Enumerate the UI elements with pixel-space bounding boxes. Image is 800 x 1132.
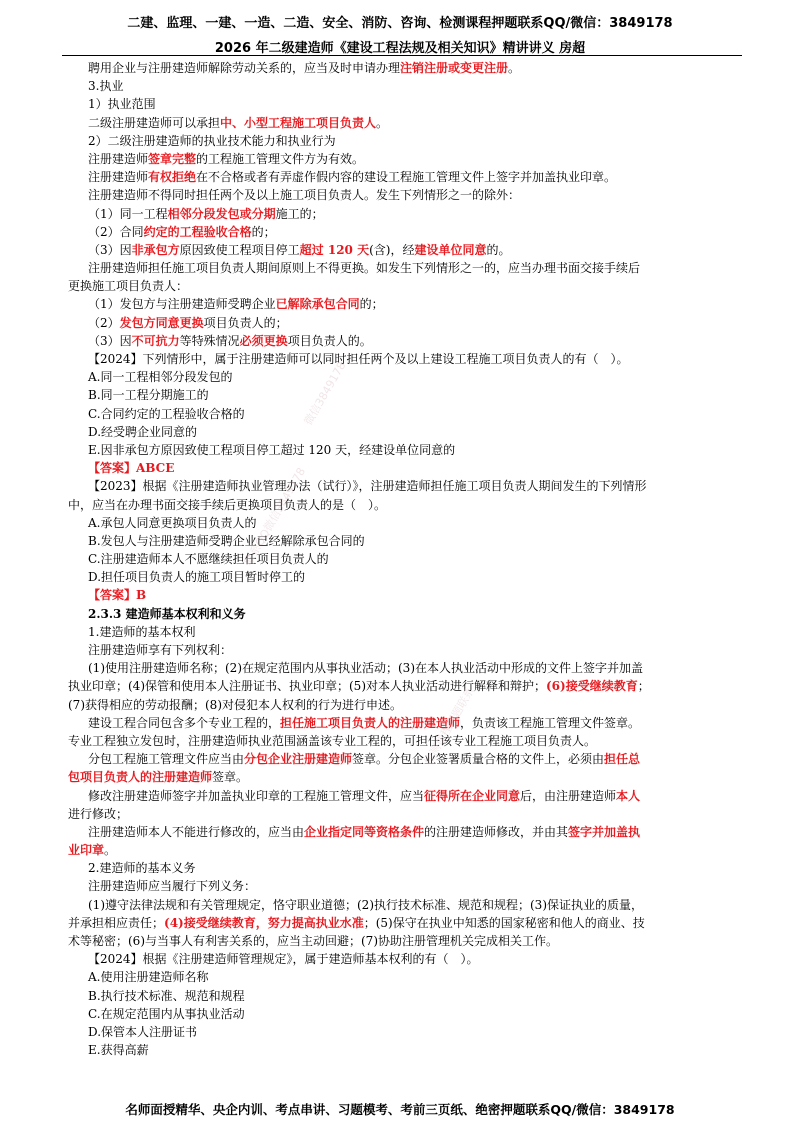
highlighted-text: 不可抗力 bbox=[131, 333, 180, 348]
text-segment: 注册建造师不得同时担任两个及以上施工项目负责人。发生下列情形之一的除外： bbox=[88, 188, 521, 203]
text-line bbox=[68, 896, 740, 914]
text-line bbox=[68, 823, 740, 841]
text-segment: 注册建造师担任施工项目负责人期间原则上不得更换。如发生下列情形之一的，应当办理书面交接手续后 bbox=[88, 261, 641, 276]
text-segment: （3）因 bbox=[88, 242, 132, 257]
text-segment: 进行修改； bbox=[68, 806, 129, 821]
text-line bbox=[68, 1023, 740, 1041]
text-segment: D.保管本人注册证书 bbox=[88, 1024, 198, 1039]
text-line bbox=[68, 586, 740, 604]
text-line bbox=[68, 114, 740, 132]
text-line bbox=[68, 932, 740, 950]
text-segment: 签章。分包企业签署质量合格的文件上，必须由 bbox=[352, 752, 605, 767]
text-line bbox=[68, 314, 740, 332]
text-segment: 3.执业 bbox=[88, 79, 124, 94]
text-line bbox=[68, 1005, 740, 1023]
text-segment: （2）合同 bbox=[88, 224, 144, 239]
text-segment: 执业印章；(4)保管和使用本人注册证书、执业印章；(5)对本人执业活动进行解释和辩护； bbox=[68, 679, 546, 694]
watermark-text: 联系QQ微信3849178 bbox=[241, 465, 309, 568]
text-segment: 的工程施工管理文件方为有效。 bbox=[196, 151, 365, 166]
highlighted-text: 签字并加盖执 bbox=[568, 824, 641, 839]
text-segment: （3）因 bbox=[88, 333, 132, 348]
text-segment: 注册建造师应当履行下列义务： bbox=[88, 879, 257, 894]
text-segment: A.使用注册建造师名称 bbox=[88, 970, 209, 985]
text-line bbox=[68, 714, 740, 732]
text-segment: 【2024】根据《注册建造师管理规定》，属于建造师基本权利的有（ ）。 bbox=[88, 952, 479, 967]
text-segment: （1）发包方与注册建造师受聘企业 bbox=[88, 297, 276, 312]
text-segment: 并承担相应责任； bbox=[68, 915, 165, 930]
text-line bbox=[68, 1041, 740, 1059]
text-segment: 1）执业范围 bbox=[88, 97, 156, 112]
text-line bbox=[68, 386, 740, 404]
text-segment: 1.建造师的基本权利 bbox=[88, 624, 196, 639]
highlighted-text: 签章完整 bbox=[148, 151, 197, 166]
text-segment: B.执行技术标准、规范和规程 bbox=[88, 988, 245, 1003]
text-segment: (含)，经 bbox=[369, 242, 415, 257]
text-segment: A.同一工程相邻分段发包的 bbox=[88, 370, 233, 385]
highlighted-text: 征得所在企业同意 bbox=[424, 788, 521, 803]
text-line bbox=[68, 77, 740, 95]
text-segment: 施工的； bbox=[275, 206, 324, 221]
text-line bbox=[68, 987, 740, 1005]
text-line bbox=[68, 605, 740, 623]
text-line bbox=[68, 532, 740, 550]
text-segment: E.获得高薪 bbox=[88, 1043, 149, 1058]
text-segment: C.注册建造师本人不愿继续担任项目负责人的 bbox=[88, 552, 329, 567]
text-segment: 注册建造师本人不能进行修改的，应当由 bbox=[88, 824, 305, 839]
text-segment: B.发包人与注册建造师受聘企业已经解除承包合同的 bbox=[88, 533, 365, 548]
text-line bbox=[68, 659, 740, 677]
highlighted-text: (4)接受继续教育，努力提高执业水准 bbox=[164, 915, 364, 930]
watermark-text: 检测课程押题联系 bbox=[421, 684, 477, 768]
text-segment: 二级注册建造师可以承担 bbox=[88, 115, 221, 130]
highlighted-text: 建设单位同意 bbox=[414, 242, 487, 257]
text-line bbox=[68, 350, 740, 368]
answer-text: 【答案】B bbox=[88, 588, 147, 603]
text-segment: D.经受聘企业同意的 bbox=[88, 424, 198, 439]
highlighted-text: 非承包方 bbox=[131, 242, 180, 257]
text-segment: 等特殊情况 bbox=[179, 333, 240, 348]
text-line bbox=[68, 787, 740, 805]
text-line bbox=[68, 368, 740, 386]
text-segment: 2.3.3 建造师基本权利和义务 bbox=[88, 606, 246, 621]
text-line bbox=[68, 223, 740, 241]
text-segment: 注册建造师 bbox=[88, 151, 149, 166]
text-line bbox=[68, 295, 740, 313]
text-line bbox=[68, 768, 740, 786]
text-line bbox=[68, 841, 740, 859]
text-line bbox=[68, 914, 740, 932]
text-line bbox=[68, 805, 740, 823]
text-line bbox=[68, 205, 740, 223]
highlighted-text: 分包企业注册建造师 bbox=[244, 752, 353, 767]
text-line bbox=[68, 750, 740, 768]
text-segment: 的； bbox=[251, 224, 276, 239]
highlighted-text: 约定的工程验收合格 bbox=[143, 224, 252, 239]
text-segment: 修改注册建造师签字并加盖执业印章的工程施工管理文件，应当 bbox=[88, 788, 425, 803]
header-divider bbox=[62, 55, 742, 56]
text-line bbox=[68, 514, 740, 532]
watermark-text: 微信3849178 bbox=[301, 359, 349, 428]
highlighted-text: (6)接受继续教育 bbox=[546, 679, 638, 694]
highlighted-text: 包项目负责人的注册建造师 bbox=[68, 770, 213, 785]
text-segment: 。 bbox=[104, 843, 117, 858]
text-line bbox=[68, 186, 740, 204]
text-segment: 的。 bbox=[486, 242, 511, 257]
text-segment: 注册建造师 bbox=[88, 170, 149, 185]
text-segment: 签章。 bbox=[212, 770, 249, 785]
text-segment: 的； bbox=[359, 297, 384, 312]
text-segment: 术等秘密；(6)与当事人有利害关系的，应当主动回避；(7)协助注册管理机关完成相关工作。 bbox=[68, 934, 558, 948]
highlighted-text: 发包方同意更换 bbox=[119, 315, 204, 330]
text-segment: B.同一工程分期施工的 bbox=[88, 388, 209, 403]
text-segment: 中，应当在办理书面交接手续后更换项目负责人的是（ ）。 bbox=[68, 497, 387, 512]
text-line bbox=[68, 550, 740, 568]
text-line bbox=[68, 732, 740, 750]
text-segment: C.合同约定的工程验收合格的 bbox=[88, 406, 245, 421]
text-segment: (1)遵守法律法规和有关管理规定，恪守职业道德；(2)执行技术标准、规范和规程；(3)保证执业的质量， bbox=[88, 897, 643, 912]
text-line bbox=[68, 641, 740, 659]
text-line bbox=[68, 968, 740, 986]
text-line bbox=[68, 677, 740, 695]
text-segment: 更换施工项目负责人： bbox=[68, 279, 189, 294]
text-segment: 后，由注册建造师 bbox=[520, 788, 617, 803]
text-segment: 原因致使工程项目停工 bbox=[179, 242, 300, 257]
text-segment: ，负责该工程施工管理文件签章。 bbox=[460, 715, 641, 730]
text-segment: 在不合格或者有弄虚作假内容的建设工程施工管理文件上签字并加盖执业印章。 bbox=[196, 170, 617, 185]
highlighted-text: 担任总 bbox=[604, 752, 641, 767]
text-line bbox=[68, 623, 740, 641]
text-segment: E.因非承包方原因致使工程项目停工超过 120 天，经建设单位同意的 bbox=[88, 442, 456, 457]
text-segment: 项目负责人的； bbox=[203, 315, 288, 330]
text-segment: 分包工程施工管理文件应当由 bbox=[88, 752, 245, 767]
text-segment: D.担任项目负责人的施工项目暂时停工的 bbox=[88, 570, 306, 585]
text-line bbox=[68, 332, 740, 350]
text-segment: 2.建造师的基本义务 bbox=[88, 861, 196, 876]
text-segment: 的注册建造师修改，并由其 bbox=[424, 824, 569, 839]
text-line bbox=[68, 59, 740, 77]
highlighted-text: 本人 bbox=[616, 788, 641, 803]
document-title: 2026 年二级建造师《建设工程法规及相关知识》精讲讲义 房超 bbox=[214, 41, 586, 56]
text-segment: （1）同一工程 bbox=[88, 206, 168, 221]
document-body bbox=[68, 59, 740, 1059]
text-segment: 2）二级注册建造师的执业技术能力和执业行为 bbox=[88, 133, 336, 148]
text-line bbox=[68, 241, 740, 259]
highlighted-text: 必须更换 bbox=[239, 333, 288, 348]
text-segment: 聘用企业与注册建造师解除劳动关系的，应当及时申请办理 bbox=[88, 61, 401, 75]
text-segment: ； bbox=[637, 679, 650, 694]
text-segment: ；(5)保守在执业中知悉的国家秘密和他人的商业、技 bbox=[363, 915, 645, 930]
text-segment: 项目负责人的。 bbox=[287, 333, 372, 348]
text-segment: 【2023】根据《注册建造师执业管理办法（试行）》，注册建造师担任施工项目负责人期间发生的下列情形 bbox=[88, 479, 647, 494]
text-segment: 建设工程合同包含多个专业工程的， bbox=[88, 715, 281, 730]
highlighted-text: 企业指定同等资格条件 bbox=[304, 824, 425, 839]
footer-contact-line: 名师面授精华、央企内训、考点串讲、习题模考、考前三页纸、绝密押题联系QQ/微信：3849178 bbox=[125, 1102, 675, 1117]
text-line bbox=[68, 441, 740, 459]
text-line bbox=[68, 877, 740, 895]
text-segment: 。 bbox=[376, 115, 389, 130]
text-segment: A.承包人同意更换项目负责人的 bbox=[88, 515, 257, 530]
highlighted-text: 相邻分段发包或分期 bbox=[167, 206, 276, 221]
text-line bbox=[68, 95, 740, 113]
header-contact-line: 二建、监理、一建、一造、二造、安全、消防、咨询、检测课程押题联系QQ/微信：3849178 bbox=[127, 16, 673, 31]
text-line bbox=[68, 496, 740, 514]
answer-text: 【答案】ABCE bbox=[88, 461, 175, 476]
text-line bbox=[68, 132, 740, 150]
text-line bbox=[68, 459, 740, 477]
highlighted-text: 担任施工项目负责人的注册建造师 bbox=[280, 715, 461, 730]
text-line bbox=[68, 259, 740, 277]
text-line bbox=[68, 859, 740, 877]
text-line bbox=[68, 477, 740, 495]
text-line bbox=[68, 277, 740, 295]
text-line bbox=[68, 423, 740, 441]
text-line bbox=[68, 950, 740, 968]
text-segment: 注册建造师享有下列权利： bbox=[88, 643, 233, 657]
text-segment: (1)使用注册建造师名称；(2)在规定范围内从事执业活动；(3)在本人执业活动中形成的文件上签字并加盖 bbox=[88, 661, 643, 676]
highlighted-text: 中、小型工程施工项目负责人 bbox=[220, 115, 377, 130]
text-segment: 【2024】下列情形中，属于注册建造师可以同时担任两个及以上建设工程施工项目负责人的有（ ）。 bbox=[88, 352, 629, 366]
text-line bbox=[68, 568, 740, 586]
text-line bbox=[68, 405, 740, 423]
text-segment: 。 bbox=[508, 61, 521, 75]
highlighted-text: 有权拒绝 bbox=[148, 170, 197, 185]
text-segment: C.在规定范围内从事执业活动 bbox=[88, 1006, 245, 1021]
text-line bbox=[68, 150, 740, 168]
text-line bbox=[68, 696, 740, 714]
highlighted-text: 业印章 bbox=[68, 843, 105, 858]
highlighted-text: 已解除承包合同 bbox=[275, 297, 360, 312]
text-segment: (7)获得相应的劳动报酬；(8)对侵犯本人权利的行为进行申述。 bbox=[68, 697, 402, 712]
text-segment: （2） bbox=[88, 315, 120, 330]
text-segment: 专业工程独立发包时，注册建造师执业范围涵盖该专业工程的，可担任该专业工程施工项目负责人。 bbox=[68, 733, 597, 748]
highlighted-text: 超过 120 天 bbox=[299, 242, 370, 257]
text-line bbox=[68, 168, 740, 186]
highlighted-text: 注销注册或变更注册 bbox=[400, 61, 509, 75]
